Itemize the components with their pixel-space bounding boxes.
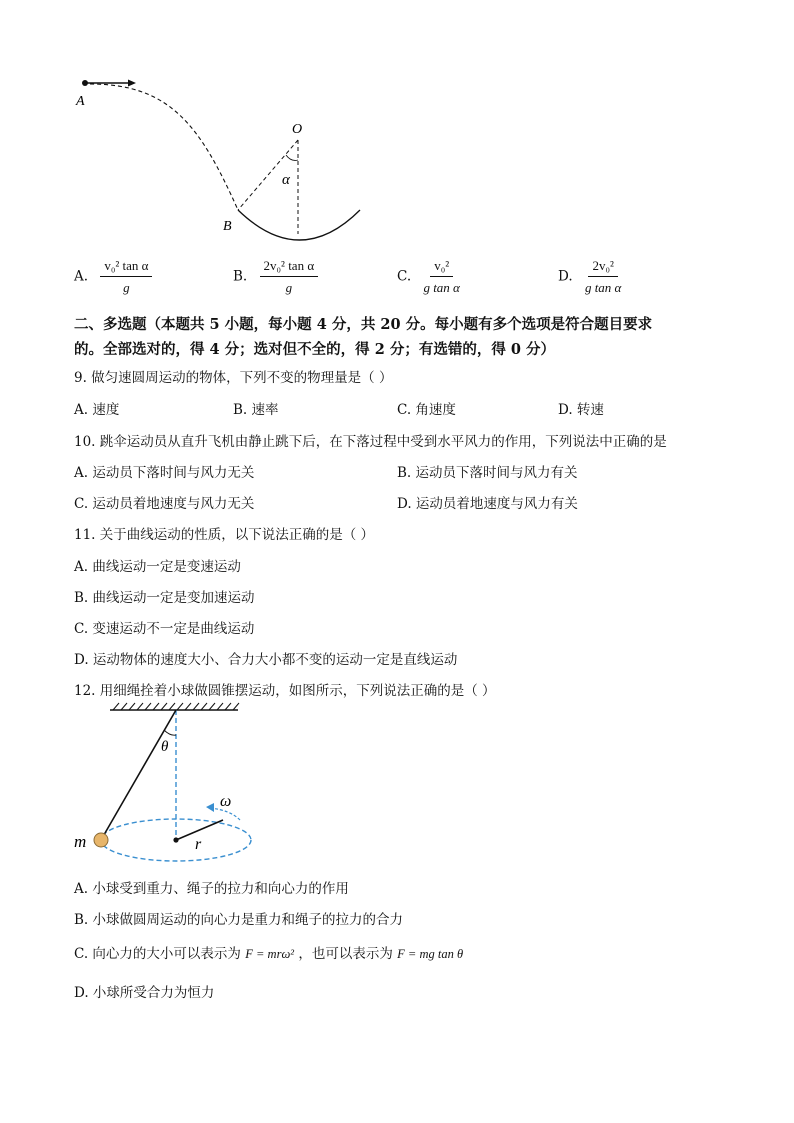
q10-option-b[interactable]: B. 运动员下落时间与风力有关 xyxy=(397,465,578,481)
q12-option-d[interactable]: D. 小球所受合力为恒力 xyxy=(74,985,215,1001)
q10-option-a[interactable]: A. 运动员下落时间与风力无关 xyxy=(74,465,255,481)
eq-mg-tan: F = mg tan θ xyxy=(397,947,464,961)
label-alpha: α xyxy=(282,172,290,188)
q8-option-a[interactable]: A. $\frac{\text{v₀² tan α}}{g}$ xyxy=(74,258,152,296)
section-heading-line1: 二、多选题（本题共 5 小题，每小题 4 分，共 20 分。每小题有多个选项是符合题目要求 xyxy=(74,316,653,333)
q8-option-b[interactable]: B. $\frac{\text{2v₀² tan α}}{g}$ xyxy=(233,258,318,296)
q12-option-a[interactable]: A. 小球受到重力、绳子的拉力和向心力的作用 xyxy=(74,881,349,897)
q11-option-b[interactable]: B. 曲线运动一定是变加速运动 xyxy=(74,590,255,606)
label-b: B xyxy=(223,219,232,234)
q9-option-c[interactable]: C. 角速度 xyxy=(397,402,456,418)
q9-stem: 9. 做匀速圆周运动的物体，下列不变的物理量是（ ） xyxy=(74,370,393,386)
q9-option-d[interactable]: D. 转速 xyxy=(558,402,604,418)
q11-stem: 11. 关于曲线运动的性质，以下说法正确的是（ ） xyxy=(74,527,375,543)
q8-option-c[interactable]: C. $\frac{\text{v₀²}}{\text{g tan α}}$ xyxy=(397,258,460,295)
conical-pendulum-figure xyxy=(68,700,268,870)
label-o: O xyxy=(292,122,303,137)
projectile-figure xyxy=(60,70,380,250)
q11-option-c[interactable]: C. 变速运动不一定是曲线运动 xyxy=(74,621,255,637)
q9-option-b[interactable]: B. 速率 xyxy=(233,402,279,418)
eq-mr-omega: F = mrω² xyxy=(245,947,295,961)
label-a: A xyxy=(76,94,85,109)
label-theta: θ xyxy=(161,739,169,755)
label-r: r xyxy=(195,836,202,853)
section-heading-line2: 的。全部选对的，得 4 分；选对但不全的，得 2 分；有选错的，得 0 分） xyxy=(74,341,556,358)
label-omega: ω xyxy=(220,793,232,810)
q10-stem: 10. 跳伞运动员从直升飞机由静止跳下后，在下落过程中受到水平风力的作用，下列说法中正确的是 xyxy=(74,434,667,450)
q12-option-b[interactable]: B. 小球做圆周运动的向心力是重力和绳子的拉力的合力 xyxy=(74,912,404,928)
q8-option-d[interactable]: D. $\frac{\text{2v₀²}}{\text{g tan α}}$ xyxy=(558,258,622,295)
q11-option-a[interactable]: A. 曲线运动一定是变速运动 xyxy=(74,559,241,575)
label-m: m xyxy=(74,832,87,851)
q12-option-c[interactable]: C. 向心力的大小可以表示为 F = mrω² ，也可以表示为 F = mg tan θ xyxy=(74,946,464,962)
q9-option-a[interactable]: A. 速度 xyxy=(74,402,120,418)
q12-stem: 12. 用细绳拴着小球做圆锥摆运动，如图所示，下列说法正确的是（ ） xyxy=(74,683,496,699)
q10-option-d[interactable]: D. 运动员着地速度与风力有关 xyxy=(397,496,578,512)
q11-option-d[interactable]: D. 运动物体的速度大小、合力大小都不变的运动一定是直线运动 xyxy=(74,652,458,668)
q10-option-c[interactable]: C. 运动员着地速度与风力无关 xyxy=(74,496,255,512)
